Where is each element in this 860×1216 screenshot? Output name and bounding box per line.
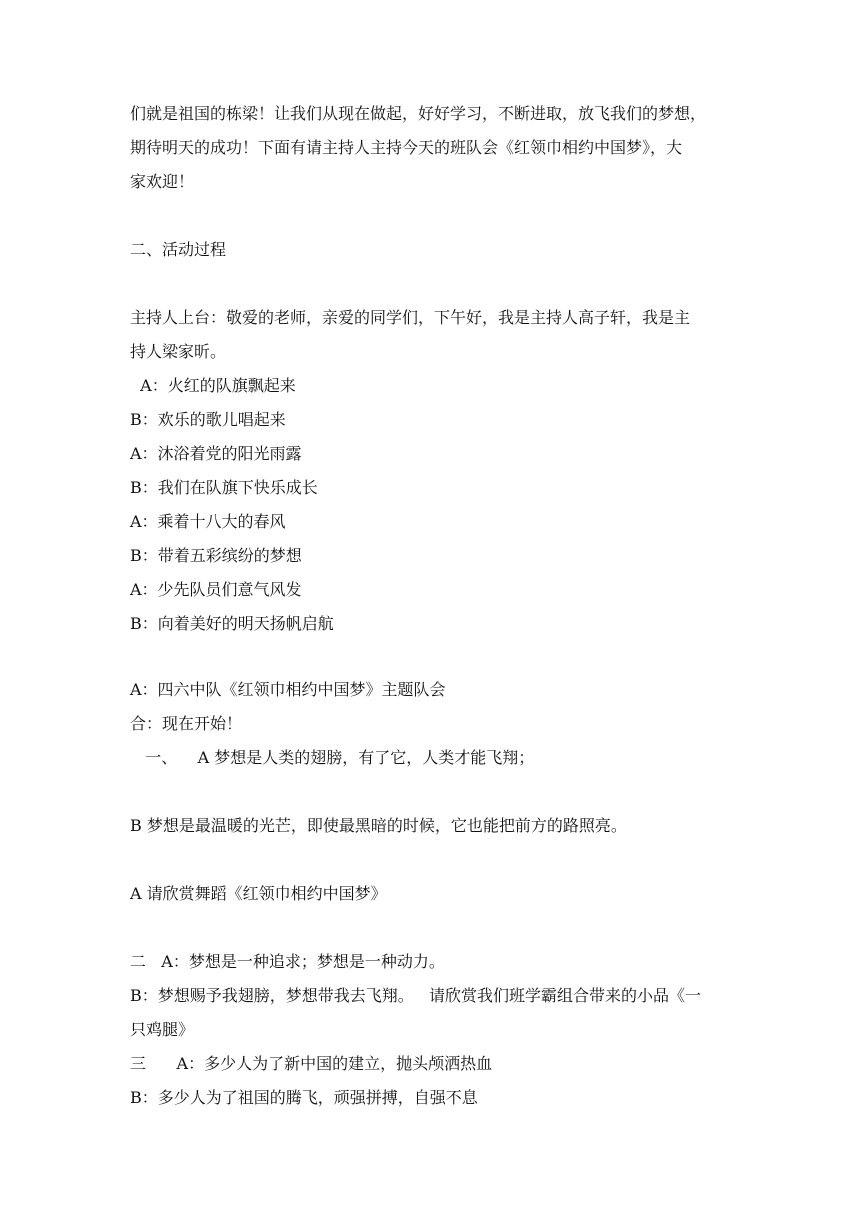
dialogue-line: A：沐浴着党的阳光雨露 xyxy=(130,444,302,463)
dialogue-line: B：向着美好的明天扬帆启航 xyxy=(130,614,334,633)
dialogue-line: 合：现在开始！ xyxy=(130,714,243,733)
text-line: 持人梁家昕。 xyxy=(130,342,227,361)
dialogue-line: 三 A：多少人为了新中国的建立，抛头颅洒热血 xyxy=(130,1054,493,1073)
dialogue-line: B：带着五彩缤纷的梦想 xyxy=(130,546,302,565)
text-line: 期待明天的成功！下面有请主持人主持今天的班队会《红领巾相约中国梦》，大 xyxy=(130,138,683,157)
dialogue-line: B 梦想是最温暖的光芒，即使最黑暗的时候，它也能把前方的路照亮。 xyxy=(130,816,627,835)
text-line: 家欢迎！ xyxy=(130,172,195,191)
dialogue-line: A：火红的队旗飘起来 xyxy=(130,376,296,395)
dialogue-line: A：少先队员们意气风发 xyxy=(130,580,302,599)
dialogue-line: A 请欣赏舞蹈《红领巾相约中国梦》 xyxy=(130,884,387,903)
text-line: 主持人上台：敬爱的老师，亲爱的同学们，下午好，我是主持人高子轩，我是主 xyxy=(130,308,691,327)
dialogue-line: B：梦想赐予我翅膀，梦想带我去飞翔。 请欣赏我们班学霸组合带来的小品《一 xyxy=(130,986,702,1005)
dialogue-line: B：多少人为了祖国的腾飞，顽强拼搏，自强不息 xyxy=(130,1088,478,1107)
dialogue-line: 只鸡腿》 xyxy=(130,1020,195,1039)
dialogue-line: 一、 A 梦想是人类的翅膀，有了它，人类才能飞翔； xyxy=(130,748,535,767)
dialogue-line: B：我们在队旗下快乐成长 xyxy=(130,478,318,497)
text-line: 们就是祖国的栋梁！让我们从现在做起，好好学习，不断进取，放飞我们的梦想， xyxy=(130,104,707,123)
dialogue-line: B：欢乐的歌儿唱起来 xyxy=(130,410,286,429)
dialogue-line: A：乘着十八大的春风 xyxy=(130,512,286,531)
dialogue-line: 二 A：梦想是一种追求；梦想是一种动力。 xyxy=(130,952,445,971)
dialogue-line: A：四六中队《红领巾相约中国梦》主题队会 xyxy=(130,680,446,699)
section-heading: 二、活动过程 xyxy=(130,240,227,259)
